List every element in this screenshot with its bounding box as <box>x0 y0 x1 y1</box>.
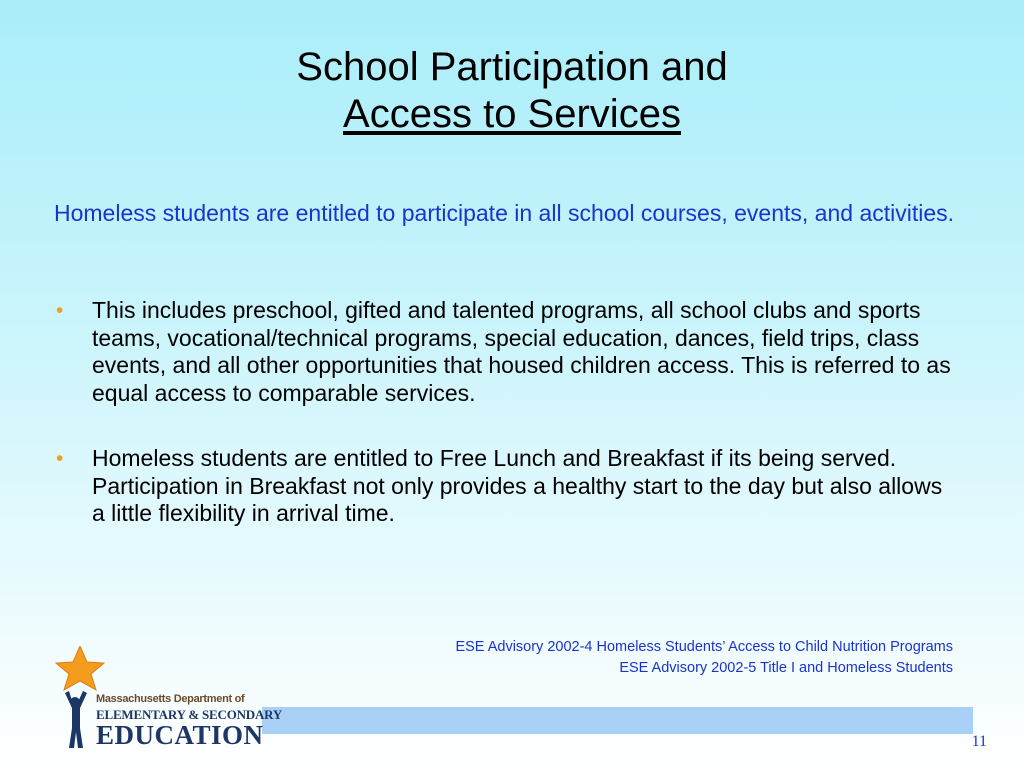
title-line-2: Access to Services <box>343 92 681 136</box>
logo-line-2: ELEMENTARY & SECONDARY <box>96 707 283 722</box>
bullet-item <box>54 297 954 407</box>
logo-text <box>96 694 282 749</box>
page-number: 11 <box>971 733 987 750</box>
bullet-list <box>54 297 954 566</box>
reference-line: ESE Advisory 2002-4 Homeless Students’ Access to Child Nutrition Programs <box>455 639 953 655</box>
logo-line-1: Massachusetts Department of <box>96 693 245 705</box>
bullet-text: Homeless students are entitled to Free Lunch and Breakfast if its being served. Participation in Breakfast not only provides a healthy start to the day but also allows a little flexibility in arrival time. <box>92 445 943 526</box>
bullet-dot-icon: • <box>56 447 64 470</box>
bullet-dot-icon: • <box>56 299 64 322</box>
reference-line: ESE Advisory 2002-5 Title I and Homeless Students <box>619 660 953 676</box>
bullet-item <box>54 445 954 528</box>
title-line-1: School Participation and <box>296 45 728 89</box>
footer-bar <box>262 707 973 734</box>
intro-text: Homeless students are entitled to participate in all school courses, events, and activities. <box>54 200 955 226</box>
bullet-text: This includes preschool, gifted and talented programs, all school clubs and sports teams, vocational/technical programs, special education, dances, field trips, class events, and all other opportunities that housed children access. This is referred to as equal access to comparable services. <box>92 297 951 406</box>
slide-title <box>0 44 1024 138</box>
references <box>455 637 953 679</box>
logo-line-3: EDUCATION <box>96 720 264 750</box>
